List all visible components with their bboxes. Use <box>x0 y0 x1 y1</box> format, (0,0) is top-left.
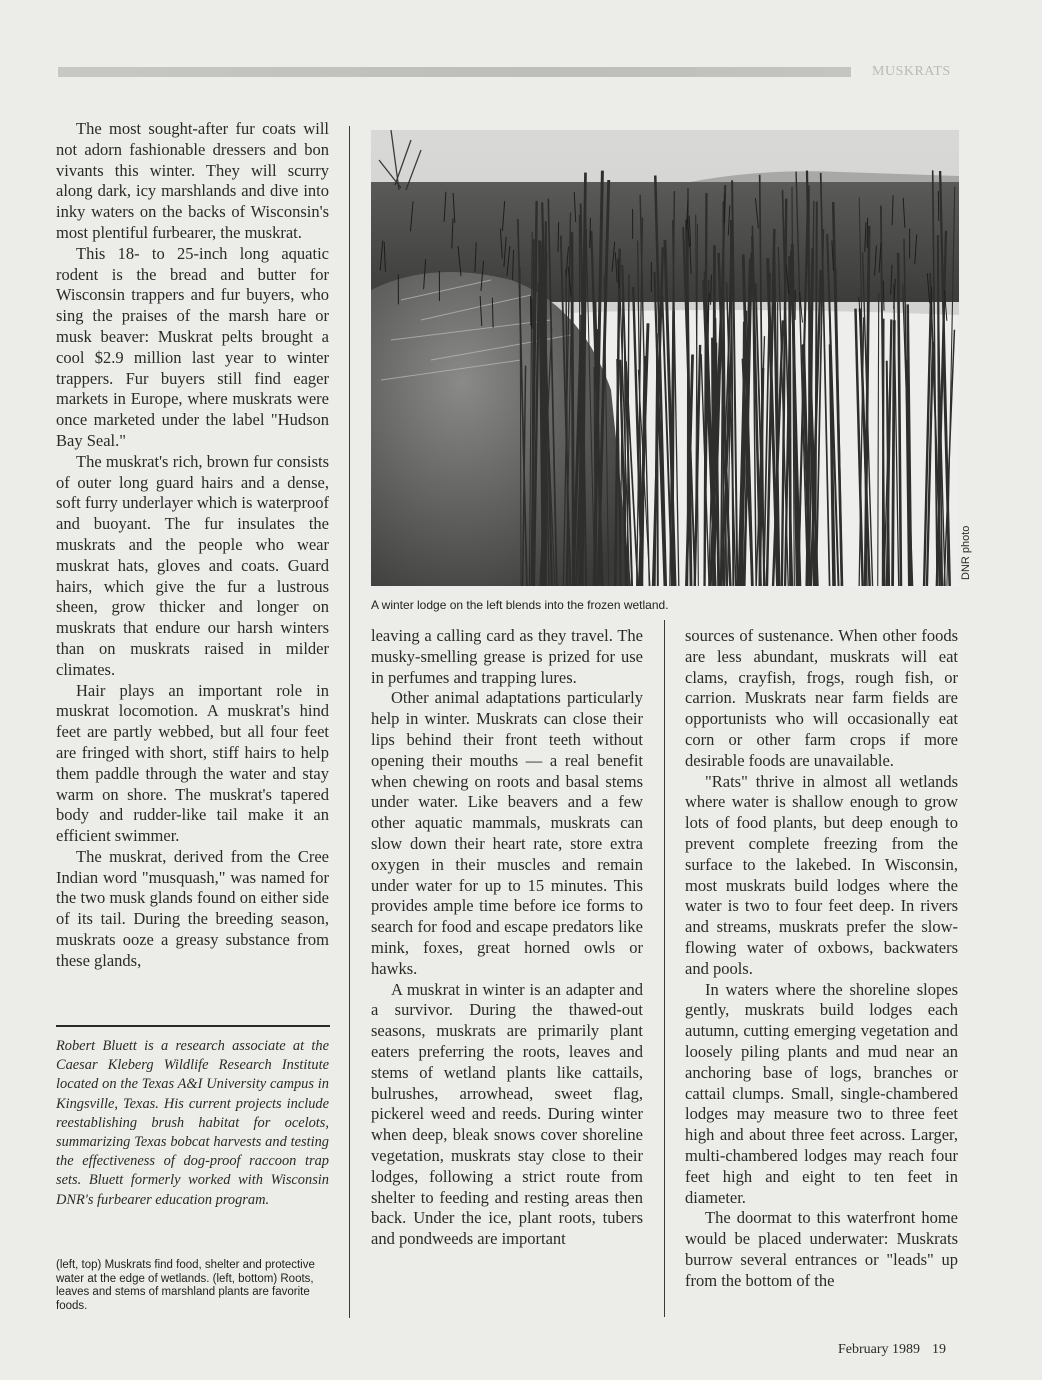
wetland-lodge-photo <box>371 130 959 586</box>
side-photo-caption: (left, top) Muskrats find food, shelter and protective water at the edge of wetlands. (left, bottom) Roots, leaves and stems of marshland plants are favorite foods. <box>56 1259 315 1312</box>
far-reed <box>867 218 868 248</box>
article-column-middle <box>371 626 643 1250</box>
paragraph: sources of sustenance. When other foods are less abundant, muskrats will eat clams, crayfish, frogs, rough fish, or carrion. Muskrats near farm fields are opportunists who will occasionally eat corn or other farm crops if more desirable foods are unavailable. <box>685 626 958 770</box>
paragraph: The muskrat's rich, brown fur consists of outer long guard hairs and a dense, soft furry underlayer which is waterproof and buoyant. The fur insulates the muskrats and the people who wear muskrat hats, gloves and coats. Guard hairs, which give the fur a lustrous sheen, grow thicker and longer on muskrats that endure our harsh winters than on muskrats raised in milder climates. <box>56 451 329 679</box>
paragraph: "Rats" thrive in almost all wetlands where water is shallow enough to grow lots of food plants, but deep enough to prevent complete freezing from the surface to the lakebed. In Wisconsin, most muskrats build lodges where the water is two to four feet deep. In rivers and streams, muskrats prefer the slow-flowing water of oxbows, backwaters and pools. <box>685 771 958 978</box>
paragraph: Hair plays an important role in muskrat locomotion. A muskrat's hind feet are partly webbed, but all four feet are fringed with short, stiff hairs to help them paddle through the water and stay warm on shore. The muskrat's tapered body and rudder-like tail make it an efficient swimmer. <box>56 680 329 846</box>
column-divider <box>664 620 665 1317</box>
issue-date: February 1989 <box>838 1342 921 1357</box>
photo-caption: A winter lodge on the left blends into the frozen wetland. <box>371 598 669 612</box>
article-column-left <box>56 119 329 972</box>
photo-illustration <box>371 130 959 586</box>
page-number: 19 <box>932 1342 947 1357</box>
header-rule <box>58 67 851 77</box>
author-bio: Robert Bluett is a research associate at the Caesar Kleberg Wildlife Research Institute located on the Texas A&I University campus in Kingsville, Texas. His current projects include reestablishing brush habitat for ocelots, summarizing Texas bobcat harvests and testing the effectiveness of dog-proof raccoon trap sets. Bluett formerly worked with Wisconsin DNR's furbearer education program. <box>56 1038 329 1208</box>
reed-stem <box>893 320 895 586</box>
page-footer <box>838 1342 946 1358</box>
photo-credit: DNR photo <box>960 525 972 580</box>
column-divider <box>349 126 350 1318</box>
paragraph: The doormat to this waterfront home would be placed underwater: Muskrats burrow several entrances or "leads" up from the bottom of the <box>685 1208 958 1290</box>
reed-stem <box>883 319 884 586</box>
paragraph: In waters where the shoreline slopes gently, muskrats build lodges each autumn, cutting emerging vegetation and loosely piling plants and mud near an anchoring base of logs, branches or cattail clumps. Small, single-chambered lodges may measure two to three feet high and about three feet across. Larger, multi-chambered lodges may reach four feet high and eight to ten feet in diameter. <box>685 979 958 1207</box>
paragraph: The muskrat, derived from the Cree Indian word "musquash," was named for the two musk glands found on either side of its tail. During the breeding season, muskrats ooze a greasy substance from these glands, <box>56 846 329 970</box>
far-reed <box>724 193 725 223</box>
reed-stem <box>572 232 574 586</box>
paragraph: Other animal adaptations particularly help in winter. Muskrats can close their lips behind their front teeth without opening their mouths — a real benefit when chewing on roots and basal stems under water. Like beavers and a few other aquatic mammals, muskrats can slow down their heart rate, store extra oxygen in their muscles and remain under water for up to 15 minutes. This provides ample time before ice forms to search for food and escape predators like mink, foxes, great horned owls or hawks. <box>371 688 643 978</box>
paragraph: The most sought-after fur coats will not adorn fashionable dressers and bon vivants this winter. They will scurry along dark, icy marshlands and dive into inky waters on the backs of Wisconsin's most plentiful furbearer, the muskrat. <box>56 119 329 242</box>
section-label: MUSKRATS <box>872 64 951 79</box>
bio-rule <box>56 1025 330 1027</box>
far-reed <box>883 281 884 311</box>
paragraph: A muskrat in winter is an adapter and a survivor. During the thawed-out seasons, muskrats are primarily plant eaters preferring the roots, leaves and stems of wetland plants like cattails, bulrushes, arrowhead, sweet flag, pickerel weed and reeds. During winter when deep, bleak snows cover shoreline vegetation, muskrats stay close to their lodges, following a strict route from shelter to feeding and resting areas then back. Under the ice, plant roots, tubers and pondweeds are important <box>371 979 643 1249</box>
paragraph: leaving a calling card as they travel. The musky-smelling grease is prized for use in perfumes and trapping lures. <box>371 626 643 687</box>
article-column-right <box>685 626 958 1292</box>
paragraph: This 18- to 25-inch long aquatic rodent is the bread and butter for Wisconsin trappers and fur buyers, who sing the praises of the marsh hare or musk beaver: Muskrat pelts brought a cool $2.9 million last year to winter trappers. Fur buyers still find eager markets in Europe, where muskrats were once marketed under the label "Hudson Bay Seal." <box>56 243 329 450</box>
reed-stem <box>790 256 791 586</box>
